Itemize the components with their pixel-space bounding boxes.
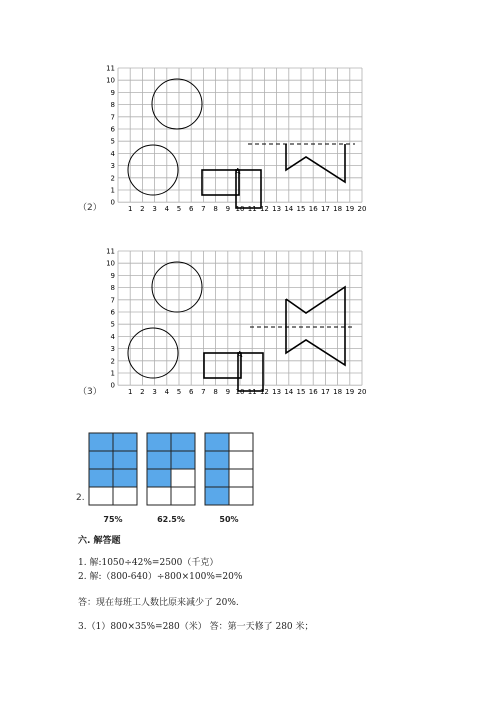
fraction-cell [147, 433, 171, 451]
x-tick-label: 20 [357, 388, 367, 397]
fraction-cell [113, 487, 137, 505]
x-tick-label: 15 [296, 205, 306, 214]
bow-shape [286, 287, 345, 365]
y-tick-label: 0 [110, 381, 115, 390]
grid-lines [118, 68, 362, 202]
rectangle-left [204, 353, 241, 378]
fraction-cell [205, 487, 229, 505]
x-tick-label: 3 [152, 388, 157, 397]
circle-lower [128, 145, 178, 195]
y-tick-label: 9 [110, 88, 115, 97]
answer-line-4: 3.（1）800×35%=280（米） 答：第一天修了 280 米； [78, 622, 314, 632]
x-tick-label: 2 [140, 205, 145, 214]
x-tick-label: 20 [357, 205, 367, 214]
answer-line-3: 答：现在每班工人数比原来减少了 20%. [78, 598, 239, 608]
y-tick-label: 3 [110, 345, 115, 354]
fraction-cell [113, 451, 137, 469]
fraction-cell [147, 487, 171, 505]
x-tick-label: 13 [272, 388, 282, 397]
y-tick-label: 2 [110, 357, 115, 366]
x-tick-label: 16 [308, 205, 318, 214]
x-tick-label: 6 [188, 388, 194, 397]
fraction-cell [229, 469, 253, 487]
figure-label-3: （3） [78, 387, 102, 397]
fraction-box [88, 432, 138, 524]
x-tick-label: 7 [201, 205, 206, 214]
y-tick-label: 8 [110, 101, 115, 110]
x-tick-label: 7 [201, 388, 206, 397]
fraction-box [146, 432, 196, 524]
bow-shape [286, 144, 345, 182]
fraction-cell [171, 451, 195, 469]
fraction-cell [89, 487, 113, 505]
x-tick-label: 1 [127, 388, 133, 397]
y-tick-label: 5 [110, 320, 115, 329]
fraction-cell [89, 451, 113, 469]
x-tick-label: 4 [164, 388, 170, 397]
y-tick-label: 1 [110, 186, 115, 195]
x-tick-label: 18 [333, 205, 343, 214]
y-tick-label: 7 [110, 296, 115, 305]
x-tick-label: 18 [333, 388, 343, 397]
fraction-label: 62.5% [157, 515, 185, 524]
figure-label-2: （2） [78, 203, 102, 213]
x-tick-label: 14 [284, 205, 294, 214]
x-tick-label: 9 [225, 388, 231, 397]
fraction-cell [171, 469, 195, 487]
answer-line-1: 1. 解:1050÷42%=2500（千克） [78, 558, 219, 568]
x-tick-label: 11 [247, 205, 257, 214]
y-tick-label: 8 [110, 284, 115, 293]
fraction-cell [205, 469, 229, 487]
y-tick-label: 3 [110, 162, 115, 171]
circle-upper [152, 262, 202, 312]
fraction-box [204, 432, 254, 524]
x-tick-label: 17 [320, 205, 330, 214]
x-tick-label: 12 [259, 388, 269, 397]
fraction-cell [171, 487, 195, 505]
x-tick-label: 12 [259, 205, 269, 214]
x-tick-label: 5 [176, 388, 182, 397]
x-tick-label: 4 [164, 205, 170, 214]
y-tick-label: 9 [110, 271, 115, 280]
x-tick-label: 8 [213, 205, 218, 214]
x-tick-label: 16 [308, 388, 318, 397]
question-2-label: 2. [76, 493, 85, 503]
x-tick-label: 11 [247, 388, 257, 397]
y-tick-label: 11 [106, 247, 115, 256]
coordinate-grid-2 [106, 60, 370, 220]
y-tick-label: 7 [110, 113, 115, 122]
fraction-cell [89, 433, 113, 451]
x-tick-label: 2 [140, 388, 145, 397]
fraction-cell [205, 451, 229, 469]
x-tick-label: 13 [272, 205, 282, 214]
fraction-cell [229, 487, 253, 505]
fraction-label: 50% [219, 515, 239, 524]
section-title: 六. 解答题 [78, 536, 121, 546]
x-tick-label: 8 [213, 388, 218, 397]
x-tick-label: 19 [345, 205, 355, 214]
y-tick-label: 5 [110, 137, 115, 146]
fraction-cell [229, 433, 253, 451]
y-tick-label: 0 [110, 198, 115, 207]
y-tick-label: 6 [110, 125, 115, 134]
fraction-cell [147, 469, 171, 487]
x-tick-label: 1 [127, 205, 133, 214]
y-tick-label: 10 [106, 76, 115, 85]
y-tick-label: 10 [106, 259, 115, 268]
fraction-cell [89, 469, 113, 487]
fraction-cell [171, 433, 195, 451]
fraction-cell [205, 433, 229, 451]
fraction-cell [113, 469, 137, 487]
circle-lower [128, 328, 178, 378]
y-tick-label: 11 [106, 64, 115, 73]
x-tick-label: 3 [152, 205, 157, 214]
x-tick-label: 9 [225, 205, 231, 214]
grid-axis-labels [106, 248, 366, 397]
grid-lines [118, 251, 362, 385]
x-tick-label: 14 [284, 388, 294, 397]
point-a-label: A [237, 350, 243, 359]
fraction-label: 75% [103, 515, 123, 524]
x-tick-label: 6 [188, 205, 194, 214]
point-a-label: A [235, 167, 241, 176]
x-tick-label: 5 [176, 205, 182, 214]
answer-line-2: 2. 解:（800-640）÷800×100%=20% [78, 572, 243, 582]
x-tick-label: 17 [320, 388, 330, 397]
x-tick-label: 19 [345, 388, 355, 397]
y-tick-label: 6 [110, 308, 115, 317]
fraction-cell [113, 433, 137, 451]
coordinate-grid-3 [106, 243, 370, 403]
y-tick-label: 1 [110, 369, 115, 378]
y-tick-label: 2 [110, 174, 115, 183]
rectangle-left [202, 170, 239, 195]
fraction-cell [229, 451, 253, 469]
y-tick-label: 4 [110, 332, 115, 341]
x-tick-label: 10 [235, 388, 245, 397]
x-tick-label: 15 [296, 388, 306, 397]
y-tick-label: 4 [110, 149, 115, 158]
x-tick-label: 10 [235, 205, 245, 214]
circle-upper [152, 79, 202, 129]
fraction-cell [147, 451, 171, 469]
